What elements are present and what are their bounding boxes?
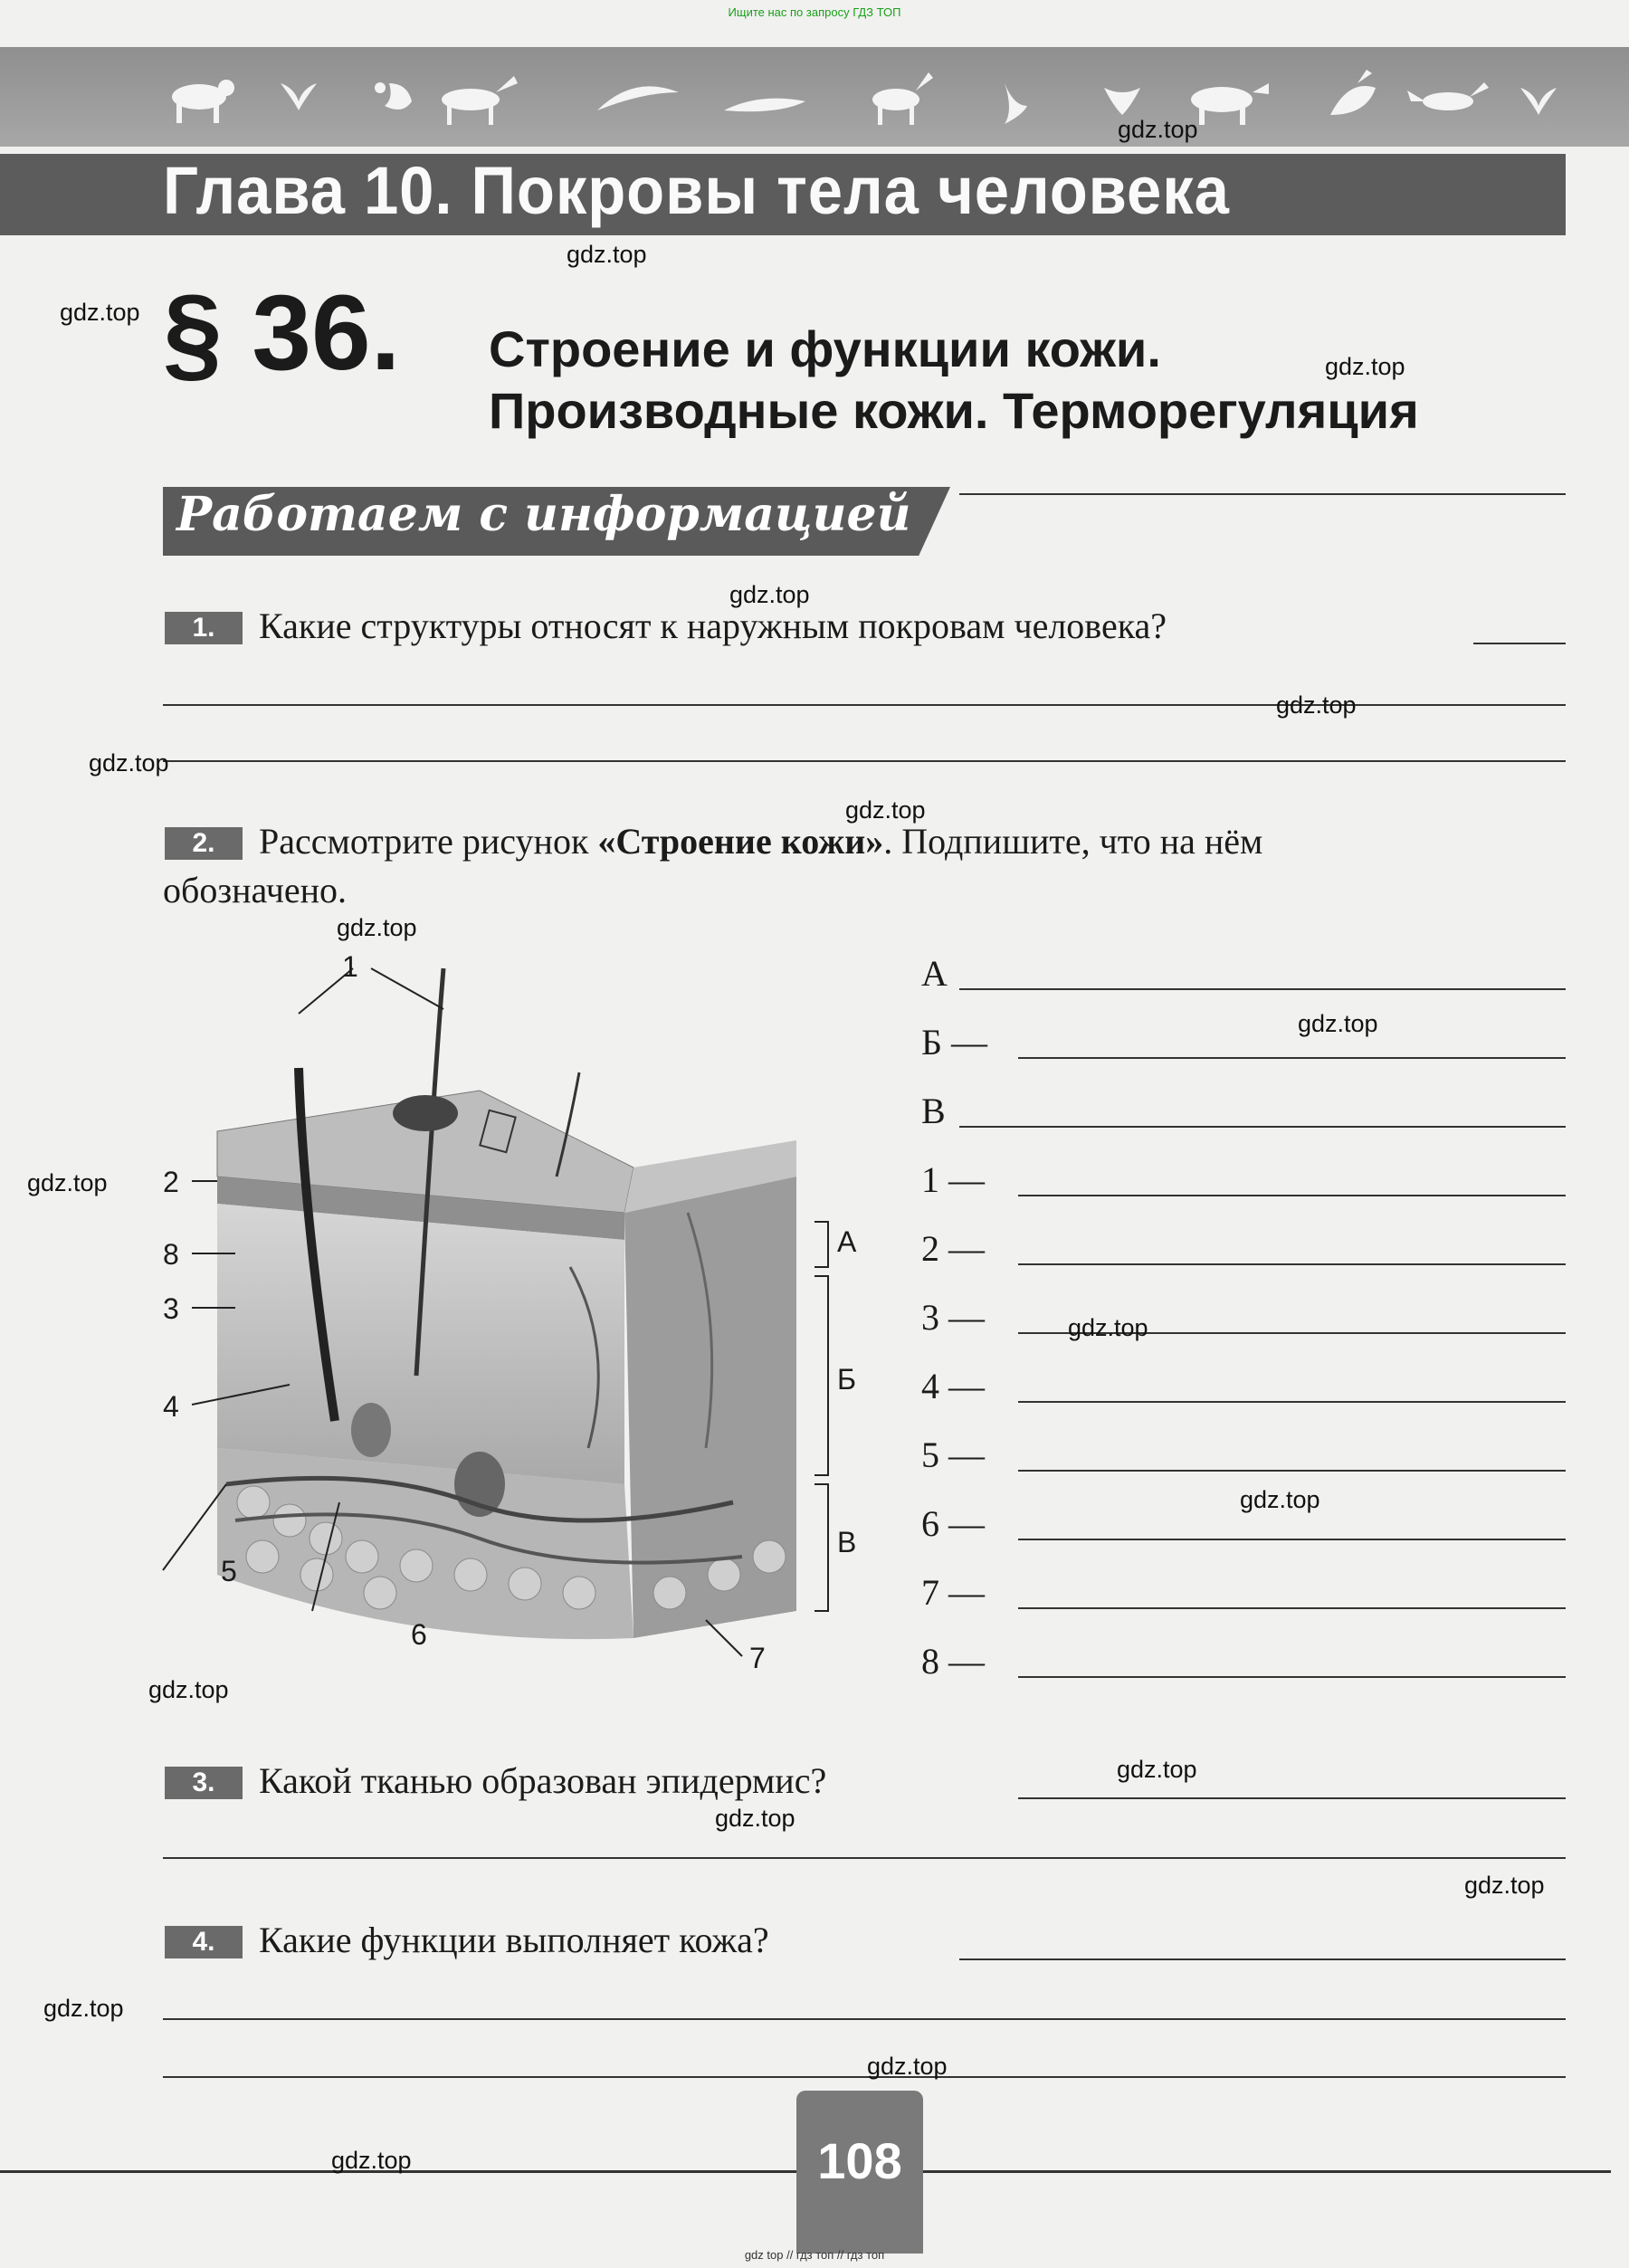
answer-label-2: 2 — — [921, 1228, 985, 1269]
answer-label-8: 8 — — [921, 1641, 985, 1682]
answer-line[interactable] — [1018, 1263, 1566, 1265]
figure-label-2: 2 — [163, 1166, 179, 1198]
answer-line[interactable] — [163, 2076, 1566, 2078]
answer-label-6: 6 — — [921, 1503, 985, 1544]
question-3-text: Какой тканью образован эпидермис? — [259, 1760, 827, 1801]
animal-silhouettes-strip-icon — [0, 47, 1629, 147]
answer-line[interactable] — [1018, 1195, 1566, 1196]
watermark: gdz.top — [1118, 116, 1198, 143]
figure-label-6: 6 — [411, 1618, 427, 1651]
answer-label-b: Б — — [921, 1022, 987, 1063]
answer-line[interactable] — [163, 2018, 1566, 2020]
bottom-link[interactable]: gdz top // гдз топ // гдз топ — [744, 2248, 885, 2262]
question-4-badge: 4. — [165, 1926, 243, 1958]
answer-line[interactable] — [1018, 1539, 1566, 1540]
figure-label-5: 5 — [221, 1555, 237, 1587]
watermark: gdz.top — [43, 1995, 124, 2022]
question-3-badge: 3. — [165, 1767, 243, 1799]
watermark: gdz.top — [1117, 1756, 1197, 1783]
watermark: gdz.top — [729, 581, 810, 608]
layer-label-b: Б — [837, 1363, 856, 1396]
figure-label-1: 1 — [342, 950, 358, 983]
section-number: § 36. — [163, 273, 401, 393]
answer-line[interactable] — [959, 988, 1566, 990]
answer-label-a: А — [921, 953, 948, 994]
answer-line[interactable] — [1473, 643, 1566, 644]
section-title-line2: Производные кожи. Терморегуляция — [489, 382, 1419, 439]
answer-line[interactable] — [1018, 1401, 1566, 1403]
answer-line[interactable] — [1018, 1676, 1566, 1678]
watermark: gdz.top — [567, 241, 647, 268]
question-2-badge: 2. — [165, 827, 243, 860]
chapter-title: Глава 10. Покровы тела человека — [163, 153, 1230, 228]
skin-structure-figure — [145, 941, 851, 1683]
figure-label-3: 3 — [163, 1292, 179, 1325]
watermark: gdz.top — [89, 749, 169, 777]
answer-line[interactable] — [959, 1126, 1566, 1128]
info-banner-text: Работаем с информацией — [176, 487, 911, 542]
figure-label-4: 4 — [163, 1390, 179, 1423]
answer-line[interactable] — [163, 1857, 1566, 1859]
answer-line[interactable] — [1018, 1470, 1566, 1472]
layer-label-c: В — [837, 1526, 857, 1558]
watermark: gdz.top — [715, 1805, 795, 1832]
question-4-text: Какие функции выполняет кожа? — [259, 1920, 769, 1960]
page-number: 108 — [817, 2132, 902, 2189]
answer-line[interactable] — [959, 1958, 1566, 1960]
answer-line[interactable] — [1018, 1797, 1566, 1799]
answer-label-3: 3 — — [921, 1297, 985, 1338]
header-rule — [959, 493, 1566, 495]
question-2-text-line2: обозначено. — [163, 870, 347, 910]
answer-label-c: В — [921, 1091, 946, 1131]
watermark: gdz.top — [1240, 1486, 1320, 1513]
answer-label-4: 4 — — [921, 1366, 985, 1406]
question-1-text: Какие структуры относят к наружным покровам человека? — [259, 605, 1167, 646]
watermark: gdz.top — [337, 914, 417, 941]
figure-label-8: 8 — [163, 1238, 179, 1271]
section-title — [489, 319, 1419, 442]
answer-label-1: 1 — — [921, 1159, 985, 1200]
question-1-badge: 1. — [165, 612, 243, 644]
watermark: gdz.top — [60, 299, 140, 326]
answer-line[interactable] — [1018, 1607, 1566, 1609]
watermark: gdz.top — [1464, 1872, 1545, 1899]
footer-rule-right — [923, 2170, 1611, 2173]
figure-label-7: 7 — [749, 1642, 766, 1674]
watermark: gdz.top — [1068, 1314, 1148, 1341]
question-2-text: Рассмотрите рисунок «Строение кожи». Подпишите, что на нём — [259, 821, 1263, 862]
watermark: gdz.top — [867, 2053, 948, 2080]
watermark: gdz.top — [148, 1676, 229, 1703]
section-title-line1: Строение и функции кожи. — [489, 320, 1161, 377]
watermark: gdz.top — [1276, 691, 1357, 719]
watermark: gdz.top — [845, 796, 926, 824]
answer-label-5: 5 — — [921, 1434, 985, 1475]
answer-label-7: 7 — — [921, 1572, 985, 1613]
answer-line[interactable] — [1018, 1057, 1566, 1059]
watermark: gdz.top — [1325, 353, 1405, 380]
answer-line[interactable] — [163, 760, 1566, 762]
watermark: gdz.top — [331, 2147, 412, 2174]
watermark: gdz.top — [27, 1169, 108, 1196]
layer-label-a: А — [837, 1225, 857, 1258]
watermark: gdz.top — [1298, 1010, 1378, 1037]
top-search-link[interactable]: Ищите нас по запросу ГДЗ ТОП — [728, 5, 901, 19]
